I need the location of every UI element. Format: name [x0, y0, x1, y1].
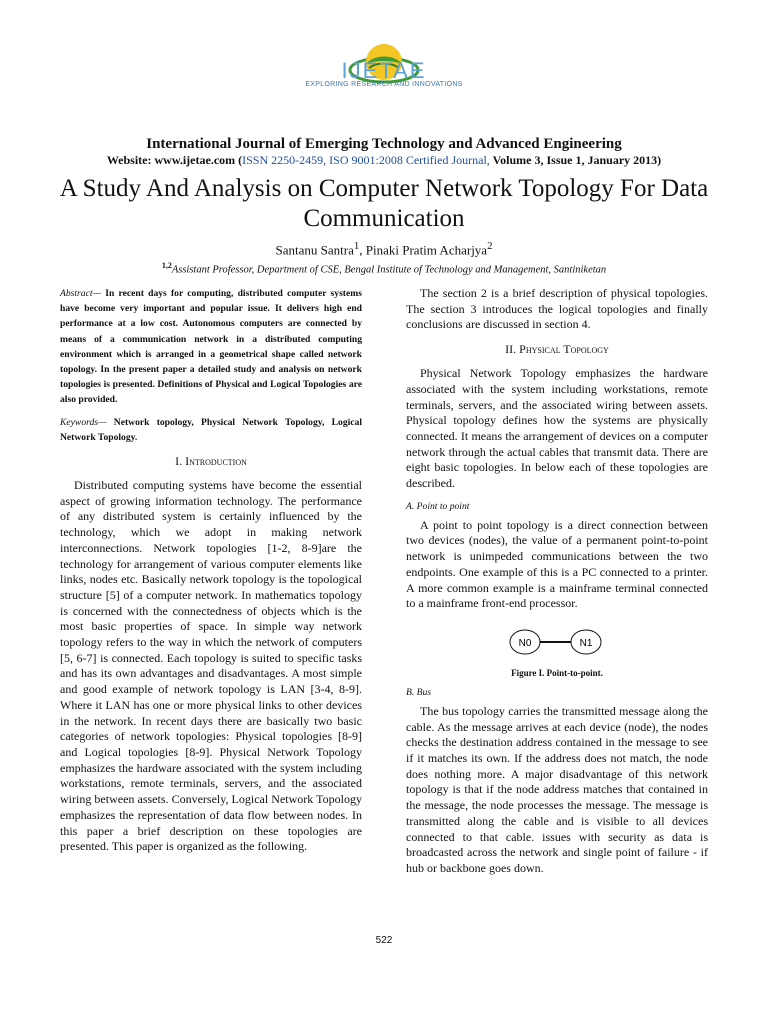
- section-2-number: II.: [505, 342, 520, 357]
- left-column: [60, 286, 362, 855]
- journal-name: International Journal of Emerging Technology and Advanced Engineering: [146, 136, 622, 152]
- website-prefix: Website: www.ijetae.com (: [106, 153, 243, 167]
- figure-1-caption: Figure I. Point-to-point.: [511, 667, 603, 678]
- section-1-title: Introduction: [185, 454, 247, 469]
- figure-point-to-point: [406, 622, 708, 662]
- subsection-b-text: The bus topology carries the transmitted message along the cable. As the message arrives at each device (node), the nodes checks the destination address contained in the message to see if it matches its own. If the address does not match, the node does nothing more. A major disadvantage of this network topology is that if the node address matches that contained in the message, the node processes the message. The message is transmitted along the cable and is visible to all devices connected to that cable. issues with security as data is broadcasted across the network and single point of failure - if hub or backbone goes down.: [406, 703, 708, 875]
- section-1-heading: [60, 454, 362, 469]
- section-1-text: Distributed computing systems have become the essential aspect of growing information technology. The performance of any distributed system is certainly influenced by the technology, which we adopt in making network interconnections. Network topologies [1-2, 8-9]are the technology for arrangement of various computer elements like links, nodes etc. Basically network topology is the topological structure [5] of a computer network. In mathematics topology is concerned with the connectedness of objects which is the most basic properties of space. In simple way network topology refers to the way in which the network of computers [5, 6-7] is connected. Each topology is suited to specific tasks and has its own advantages and disadvantages. A most simple and good example of network topology is LAN [3-4, 8-9]. Where it LAN has one or more physical links to other devices in the network. In recent days there are basically two basic categories of network topologies: Physical topologies [8-9] and Logical topologies [8-9]. Physical Network Topology emphasizes the hardware associated with the system including workstations, remote terminals, servers, and the associated wiring between assets. Conversely, Logical Network Topology emphasizes the representation of data flow between nodes. In this paper a brief description on these topologies are presented. This paper is organized as the following.: [60, 478, 362, 854]
- keywords-label: Keywords—: [60, 416, 107, 428]
- section-1-continued: The section 2 is a brief description of physical topologies. The section 3 introduces the logical topologies and finally conclusions are discussed in section 4.: [406, 286, 708, 332]
- keywords-text: Network topology, Physical Network Topology, Logical Network Topology.: [60, 416, 362, 443]
- issn-text: ISSN 2250-2459, ISO 9001:2008 Certified Journal,: [242, 153, 490, 167]
- right-column: [406, 286, 708, 877]
- node-n0-label: N0: [518, 637, 532, 649]
- subsection-a-text: A point to point topology is a direct connection between two devices (nodes), the value of a permanent point-to-point network is unimpeded communications between the two endpoints. One example of this is a PC connected to a printer. A more common example is a mainframe terminal connected to a mainframe front-end processor.: [406, 517, 708, 611]
- author-2: Pinaki Pratim Acharjya: [365, 242, 488, 258]
- abstract-label: Abstract—: [60, 288, 102, 299]
- authors: [0, 240, 768, 258]
- volume-text: Volume 3, Issue 1, January 2013): [489, 153, 662, 167]
- affiliation-text: Assistant Professor, Department of CSE, Bengal Institute of Technology and Management, Santiniketan: [171, 264, 607, 276]
- section-2-heading: [406, 342, 708, 357]
- author-1: Santanu Santra: [275, 242, 354, 258]
- affiliation-sup: 1,2: [161, 261, 172, 270]
- subsection-a-heading: A. Point to point: [406, 500, 470, 512]
- logo-tagline: EXPLORING RESEARCH AND INNOVATIONS: [305, 81, 463, 88]
- journal-website-line: [0, 153, 768, 168]
- page-number: 522: [375, 935, 393, 946]
- author-2-sup: 2: [487, 240, 493, 252]
- section-1-number: I.: [175, 454, 186, 469]
- author-separator: ,: [359, 242, 366, 258]
- section-2-title: Physical Topology: [519, 342, 609, 357]
- section-2-text: Physical Network Topology emphasizes the hardware associated with the system including workstations, remote terminals, servers, and the associated wiring between assets. Physical topology defines how the systems are physically connected. It means the arrangement of devices on a computer network through the actual cables that transmit data. There are eight basic topologies. In below each of these topologies are described.: [406, 366, 708, 491]
- affiliation: [0, 261, 768, 276]
- paper-title: A Study And Analysis on Computer Network Topology For Data Communication: [59, 175, 709, 232]
- point-to-point-diagram: [406, 622, 708, 662]
- author-1-sup: 1: [353, 240, 360, 252]
- logo-wordmark: IJETAE: [341, 58, 427, 83]
- abstract: [60, 286, 362, 408]
- abstract-text: In recent days for computing, distributed computer systems have become very important and popular issue. It delivers high end performance at a low cost. Autonomous computers are connected by means of a communication network in a distributed computing environment which is arranged in a geometrical shape called network topology. In the present paper a detailed study and analysis on network topologies is presented. Definitions of Physical and Logical Topologies are also provided.: [60, 288, 362, 406]
- subsection-b-heading: B. Bus: [406, 686, 432, 698]
- node-n1-label: N1: [579, 637, 593, 649]
- keywords: [60, 415, 362, 445]
